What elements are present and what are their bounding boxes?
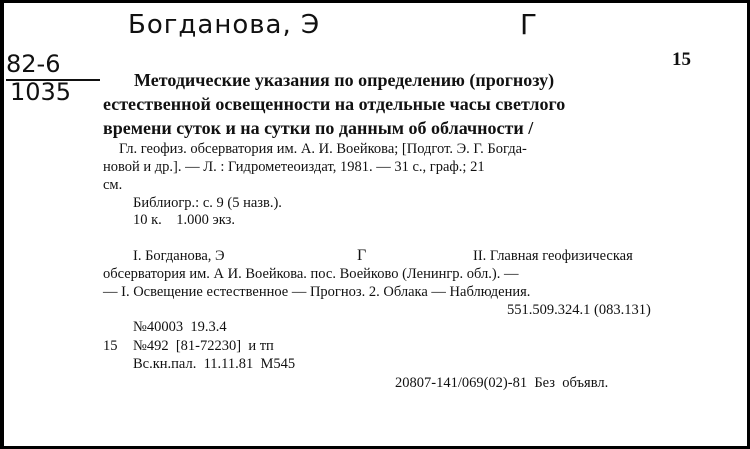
tracing-line-2: обсерватория им. А И. Воейкова. пос. Воейково (Ленингр. обл.). —: [103, 266, 519, 282]
footer-code: 20807-141/069(02)-81 Без объявл.: [395, 375, 609, 391]
shelfmark-top: 82-6: [6, 50, 61, 78]
title-line-1: Методические указания по определению (прогнозу): [134, 70, 555, 90]
card-number: 15: [672, 49, 691, 70]
card-edge-left: [0, 0, 4, 449]
udc-code: 551.509.324.1 (083.131): [507, 302, 651, 318]
bibliography-note: Библиогр.: с. 9 (5 назв.).: [133, 195, 282, 211]
registry-line-1: №40003 19.3.4: [133, 319, 227, 335]
tracing-line-3: — I. Освещение естественное — Прогноз. 2. Облака — Наблюдения.: [103, 284, 531, 300]
title-line-2: естественной освещенности на отдельные часы светлого: [103, 94, 566, 114]
imprint-line-1: Гл. геофиз. обсерватория им. А. И. Воейкова; [Подгот. Э. Г. Богда-: [119, 141, 527, 157]
shelfmark-bottom: 1035: [10, 78, 72, 106]
tracing-author: I. Богданова, Э: [133, 248, 225, 264]
tracing-letter: Г: [357, 247, 367, 264]
registry-prefix: 15: [103, 338, 118, 354]
title-line-3: времени суток и на сутки по данным об облачности /: [103, 118, 534, 138]
price-note: 10 к. 1.000 экз.: [133, 212, 235, 228]
imprint-line-2: новой и др.]. — Л. : Гидрометеоиздат, 1981. — 31 с., граф.; 21: [103, 159, 485, 175]
handwritten-author: Богданова, Э: [128, 10, 321, 40]
tracing-organization: II. Главная геофизическая: [473, 248, 633, 264]
card-edge-top: [0, 0, 750, 3]
handwritten-letter: Г: [520, 8, 539, 41]
imprint-line-3: см.: [103, 177, 123, 193]
registry-line-2: №492 [81-72230] и тп: [133, 338, 274, 354]
registry-line-3: Вс.кн.пал. 11.11.81 М545: [133, 356, 296, 372]
